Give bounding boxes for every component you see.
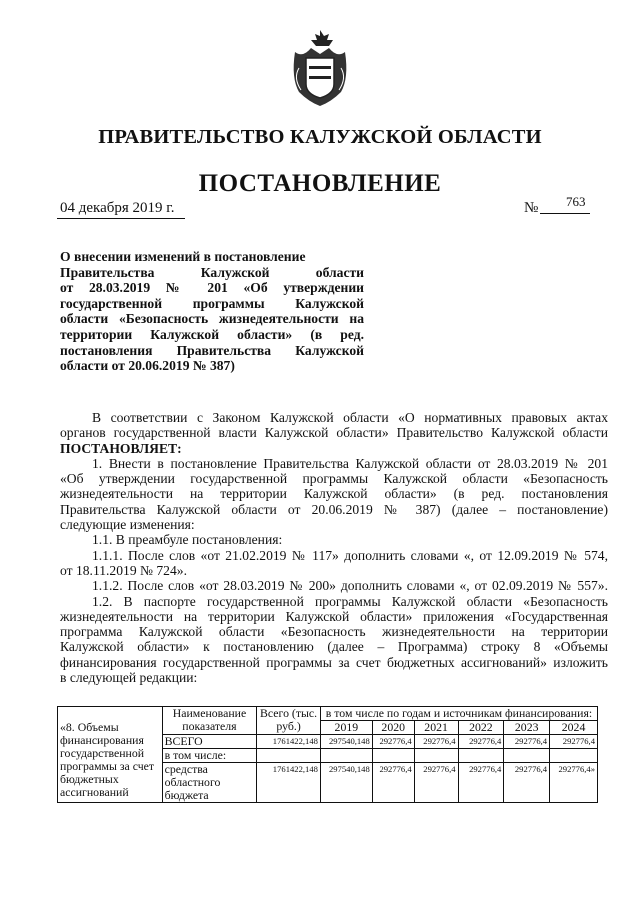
indicator-header: Наименование показателя: [162, 707, 257, 735]
value-cell: [414, 749, 458, 763]
year-header: 2019: [320, 721, 372, 735]
total-header: Всего (тыс. руб.): [257, 707, 321, 735]
body-line: жизнедеятельности на территории Калужской области» (в ред. постановления: [60, 486, 608, 502]
indicator-cell: ВСЕГО: [162, 735, 257, 749]
body-line: органов государственной власти Калужской области» Правительство Калужской области: [60, 425, 608, 441]
value-cell: 292776,4: [458, 763, 504, 803]
row-label-cell: [58, 707, 163, 803]
value-cell: [372, 749, 414, 763]
row-label-line: ассигнований: [60, 785, 129, 799]
total-cell: 1761422,148: [257, 763, 321, 803]
row-label-line: государственной: [60, 746, 145, 760]
subject-line: Правительства Калужской области: [60, 264, 364, 280]
value-cell: 297540,148: [320, 763, 372, 803]
resolves-heading: ПОСТАНОВЛЯЕТ:: [60, 440, 182, 456]
subject-line: области «Безопасность жизнедеятельности на: [60, 311, 364, 327]
coat-of-arms-emblem: [289, 28, 351, 108]
year-header: 2020: [372, 721, 414, 735]
body-line: 1.1.1. После слов «от 21.02.2019 № 117» дополнить словами «, от 12.09.2019 № 574,: [92, 547, 608, 563]
body-line: В соответствии с Законом Калужской области «О нормативных правовых актах: [92, 410, 608, 425]
body-line: 1.2. В паспорте государственной программы Калужской области «Безопасность: [92, 593, 608, 609]
subject-line: государственной программы Калужской: [60, 295, 364, 311]
body-line: жизнедеятельности на территории Калужской области» приложения «Государственная: [60, 608, 608, 624]
value-cell: 292776,4: [504, 735, 550, 749]
value-cell: 292776,4: [372, 763, 414, 803]
body-line: следующие изменения:: [60, 517, 195, 533]
subject-line: территории Калужской области» (в ред.: [60, 326, 364, 342]
row-label-line: «8. Объемы: [60, 720, 119, 734]
row-label-line: бюджетных: [60, 772, 119, 786]
indicator-cell: средства областного бюджета: [162, 763, 257, 803]
subject-line: постановления Правительства Калужской: [60, 342, 364, 358]
year-header: 2021: [414, 721, 458, 735]
year-header: 2024: [550, 721, 598, 735]
number-underline: [540, 213, 590, 214]
subject-line: области от 20.06.2019 № 387): [60, 358, 235, 374]
year-header: 2022: [458, 721, 504, 735]
value-cell: [550, 749, 598, 763]
document-body: [60, 410, 608, 685]
number-label: №: [524, 200, 539, 216]
body-line: от 18.11.2019 № 724».: [60, 562, 187, 578]
body-line: 1.1. В преамбуле постановления:: [92, 532, 283, 548]
value-cell: 297540,148: [320, 735, 372, 749]
body-line: 1. Внести в постановление Правительства Калужской области от 28.03.2019 № 201: [92, 455, 608, 471]
value-cell: 292776,4»: [550, 763, 598, 803]
body-line: программа Калужской области «Безопасность жизнедеятельности на территории: [60, 624, 608, 640]
value-cell: 292776,4: [458, 735, 504, 749]
subject-line: от 28.03.2019 № 201 «Об утверждении: [60, 280, 364, 296]
total-cell: 1761422,148: [257, 735, 321, 749]
date-underline: [57, 218, 185, 219]
year-header: 2023: [504, 721, 550, 735]
document-number: 763: [566, 194, 586, 209]
row-label-line: программы за счет: [60, 759, 155, 773]
government-name: ПРАВИТЕЛЬСТВО КАЛУЖСКОЙ ОБЛАСТИ: [98, 126, 542, 148]
value-cell: [504, 749, 550, 763]
body-line: Калужской области» к постановлению (далее – Программа) строку 8 «Объемы: [60, 639, 608, 655]
value-cell: 292776,4: [504, 763, 550, 803]
body-line: Правительства Калужской области от 20.06.2019 № 387) (далее – постановление): [60, 501, 608, 517]
value-cell: 292776,4: [414, 763, 458, 803]
value-cell: [458, 749, 504, 763]
indicator-cell: в том числе:: [162, 749, 257, 763]
body-line: 1.1.2. После слов «от 28.03.2019 № 200» дополнить словами «, от 02.09.2019 № 557».: [92, 578, 608, 594]
value-cell: 292776,4: [372, 735, 414, 749]
row-label-line: финансирования: [60, 733, 144, 747]
document-subject: [60, 249, 364, 374]
years-group-header: в том числе по годам и источникам финансирования:: [320, 707, 597, 721]
value-cell: 292776,4: [414, 735, 458, 749]
total-cell: [257, 749, 321, 763]
body-line: «Об утверждении государственной программы Калужской области «Безопасность: [60, 471, 608, 487]
document-type-title: ПОСТАНОВЛЕНИЕ: [198, 170, 442, 197]
body-line: финансирования государственной программы за счет бюджетных ассигнований» изложить: [60, 654, 608, 670]
financing-table: [57, 706, 598, 803]
document-date: 04 декабря 2019 г.: [60, 200, 175, 216]
value-cell: 292776,4: [550, 735, 598, 749]
subject-line: О внесении изменений в постановление: [60, 249, 306, 264]
body-line: в следующей редакции:: [60, 670, 198, 686]
value-cell: [320, 749, 372, 763]
